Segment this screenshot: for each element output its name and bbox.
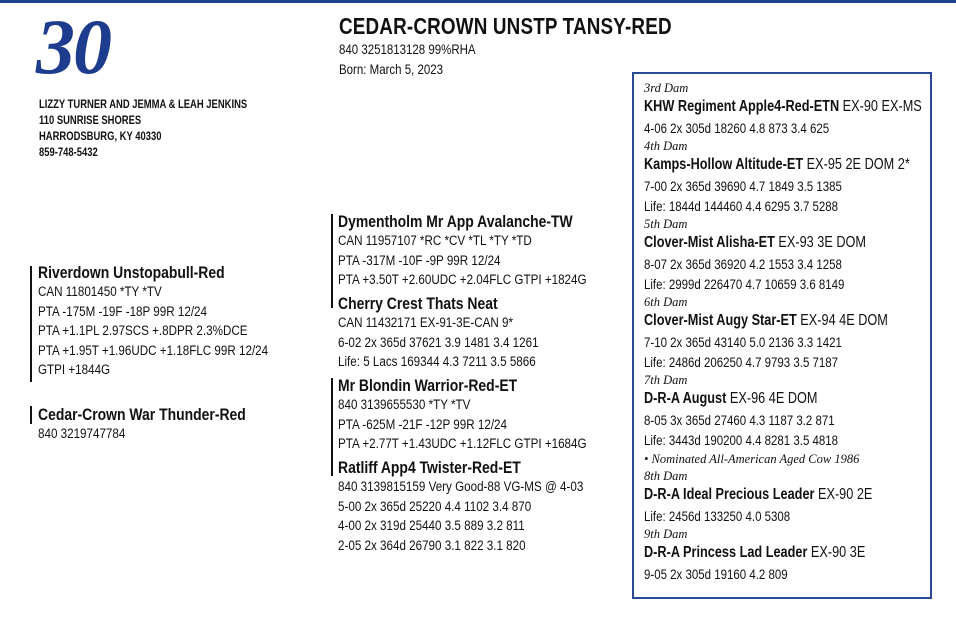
dam-entry-7: [644, 372, 956, 468]
sire-bracket: [30, 266, 32, 382]
dam-entry-classification: EX-94 4E DOM: [796, 312, 888, 329]
dam-entry-5: [644, 216, 956, 294]
dam-entry-classification: EX-95 2E DOM 2*: [803, 156, 910, 173]
dam-line: 840 3219747784: [38, 426, 126, 442]
sire-dam-line: CAN 11432171 EX-91-3E-CAN 9*: [338, 315, 514, 331]
dam-dam-line: 2-05 2x 364d 26790 3.1 822 3.1 820: [338, 537, 526, 554]
dam-entry-8: [644, 468, 956, 526]
sire-line: CAN 11801450 *TY *TV: [38, 284, 162, 300]
dam-entry-record: Life: 2486d 206250 4.7 9793 3.5 7187: [644, 354, 839, 370]
dam-entry-record: 7-10 2x 365d 43140 5.0 2136 3.3 1421: [644, 334, 842, 350]
sire-line: PTA -175M -19F -18P 99R 12/24: [38, 303, 207, 320]
lot-number: 30: [36, 3, 110, 90]
dam-entry-name: [644, 232, 922, 254]
dam-entry-record: Life: 3443d 190200 4.4 8281 3.5 4818: [644, 432, 839, 448]
dam-entry-name: [644, 154, 922, 176]
owner-info: [39, 97, 247, 161]
dam-entry-title: D-R-A Ideal Precious Leader: [644, 486, 815, 503]
dam-entry-record: 4-06 2x 305d 18260 4.8 873 3.4 625: [644, 120, 830, 136]
sire-sire-line: PTA -317M -10F -9P 99R 12/24: [338, 252, 501, 269]
dam-dam-line: 4-00 2x 319d 25440 3.5 889 3.2 811: [338, 518, 525, 535]
dam-name: Cedar-Crown War Thunder-Red: [38, 405, 246, 424]
owner-city: HARRODSBURG, KY 40330: [39, 131, 162, 143]
sire-dam-line: Life: 5 Lacs 169344 4.3 7211 3.5 5866: [338, 354, 536, 371]
dam-entry-classification: EX-90 3E: [807, 544, 866, 561]
dam-dam-block: [338, 457, 583, 556]
dam-sire-block: [338, 375, 587, 455]
sire-dam-line: 6-02 2x 365d 37621 3.9 1481 3.4 1261: [338, 334, 539, 351]
birth-date: Born: March 5, 2023: [339, 61, 444, 77]
bottom-dams-list: [644, 80, 956, 584]
sire-line: PTA +1.95T +1.96UDC +1.18FLC 99R 12/24: [38, 342, 269, 359]
animal-title: CEDAR-CROWN UNSTP TANSY-RED: [339, 13, 672, 39]
sire-sire-bracket: [331, 214, 333, 308]
dam-entry-note: • Nominated All-American Aged Cow 1986: [644, 452, 860, 466]
sire-sire-line: CAN 11957107 *RC *CV *TL *TY *TD: [338, 233, 532, 249]
dam-generation-label: 5th Dam: [644, 217, 688, 231]
dam-entry-classification: EX-90 EX-MS: [839, 98, 922, 115]
owner-name: LIZZY TURNER AND JEMMA & LEAH JENKINS: [39, 99, 248, 111]
sire-dam-block: [338, 293, 539, 373]
dam-entry-title: Clover-Mist Augy Star-ET: [644, 312, 797, 329]
dam-entry-record: 8-05 3x 365d 27460 4.3 1187 3.2 871: [644, 412, 835, 428]
dam-entry-title: Clover-Mist Alisha-ET: [644, 234, 775, 251]
dam-entry-title: D-R-A August: [644, 390, 727, 407]
dam-generation-label: 7th Dam: [644, 373, 688, 387]
dam-entry-classification: EX-96 4E DOM: [726, 390, 818, 407]
dam-entry-record: 9-05 2x 305d 19160 4.2 809: [644, 566, 788, 582]
dam-entry-name: [644, 484, 922, 506]
sire-sire-block: [338, 211, 587, 291]
dam-bracket: [30, 406, 32, 424]
animal-subinfo: [339, 39, 476, 79]
dam-entry-classification: EX-90 2E: [814, 486, 873, 503]
dam-generation-label: 4th Dam: [644, 139, 688, 153]
dam-sire-line: 840 3139655530 *TY *TV: [338, 397, 471, 413]
dam-entry-4: [644, 138, 956, 216]
dam-entry-record: Life: 2456d 133250 4.0 5308: [644, 508, 791, 524]
owner-address: 110 SUNRISE SHORES: [39, 115, 142, 127]
dam-sire-name: Mr Blondin Warrior-Red-ET: [338, 376, 518, 395]
sire-name: Riverdown Unstopabull-Red: [38, 263, 225, 282]
dam-block: [38, 404, 246, 445]
sire-sire-line: PTA +3.50T +2.60UDC +2.04FLC GTPI +1824G: [338, 272, 587, 289]
dam-entry-title: D-R-A Princess Lad Leader: [644, 544, 808, 561]
top-rule: [0, 0, 956, 3]
dam-generation-label: 3rd Dam: [644, 81, 689, 95]
dam-entry-6: [644, 294, 956, 372]
dam-generation-label: 9th Dam: [644, 527, 688, 541]
dam-entry-record: Life: 1844d 144460 4.4 6295 3.7 5288: [644, 198, 839, 214]
dam-sire-line: PTA -625M -21F -12P 99R 12/24: [338, 416, 507, 433]
dam-entry-3: [644, 80, 956, 138]
owner-phone: 859-748-5432: [39, 147, 98, 159]
dam-entry-name: [644, 310, 922, 332]
dam-entry-classification: EX-93 3E DOM: [774, 234, 867, 251]
dam-sire-line: PTA +2.77T +1.43UDC +1.12FLC GTPI +1684G: [338, 436, 587, 453]
sire-line: PTA +1.1PL 2.97SCS +.8DPR 2.3%DCE: [38, 323, 248, 340]
dam-generation-label: 8th Dam: [644, 469, 688, 483]
dam-entry-name: [644, 388, 922, 410]
dam-entry-record: 7-00 2x 365d 39690 4.7 1849 3.5 1385: [644, 178, 842, 194]
dam-entry-record: Life: 2999d 226470 4.7 10659 3.6 8149: [644, 276, 845, 292]
dam-entry-name: [644, 96, 922, 118]
dam-sire-bracket: [331, 378, 333, 476]
sire-dam-name: Cherry Crest Thats Neat: [338, 294, 498, 313]
sire-sire-name: Dymentholm Mr App Avalanche-TW: [338, 212, 573, 231]
sire-block: [38, 262, 268, 381]
dam-entry-title: KHW Regiment Apple4-Red-ETN: [644, 98, 840, 115]
dam-generation-label: 6th Dam: [644, 295, 688, 309]
dam-dam-name: Ratliff App4 Twister-Red-ET: [338, 458, 521, 477]
dam-entry-record: 8-07 2x 365d 36920 4.2 1553 3.4 1258: [644, 256, 842, 272]
dam-entry-9: [644, 526, 956, 584]
dam-entry-title: Kamps-Hollow Altitude-ET: [644, 156, 804, 173]
registration-line: 840 3251813128 99%RHA: [339, 41, 476, 57]
dam-dam-line: 840 3139815159 Very Good-88 VG-MS @ 4-03: [338, 479, 584, 495]
dam-entry-name: [644, 542, 922, 564]
dam-dam-line: 5-00 2x 365d 25220 4.4 1102 3.4 870: [338, 498, 532, 515]
sire-line: GTPI +1844G: [38, 362, 111, 379]
